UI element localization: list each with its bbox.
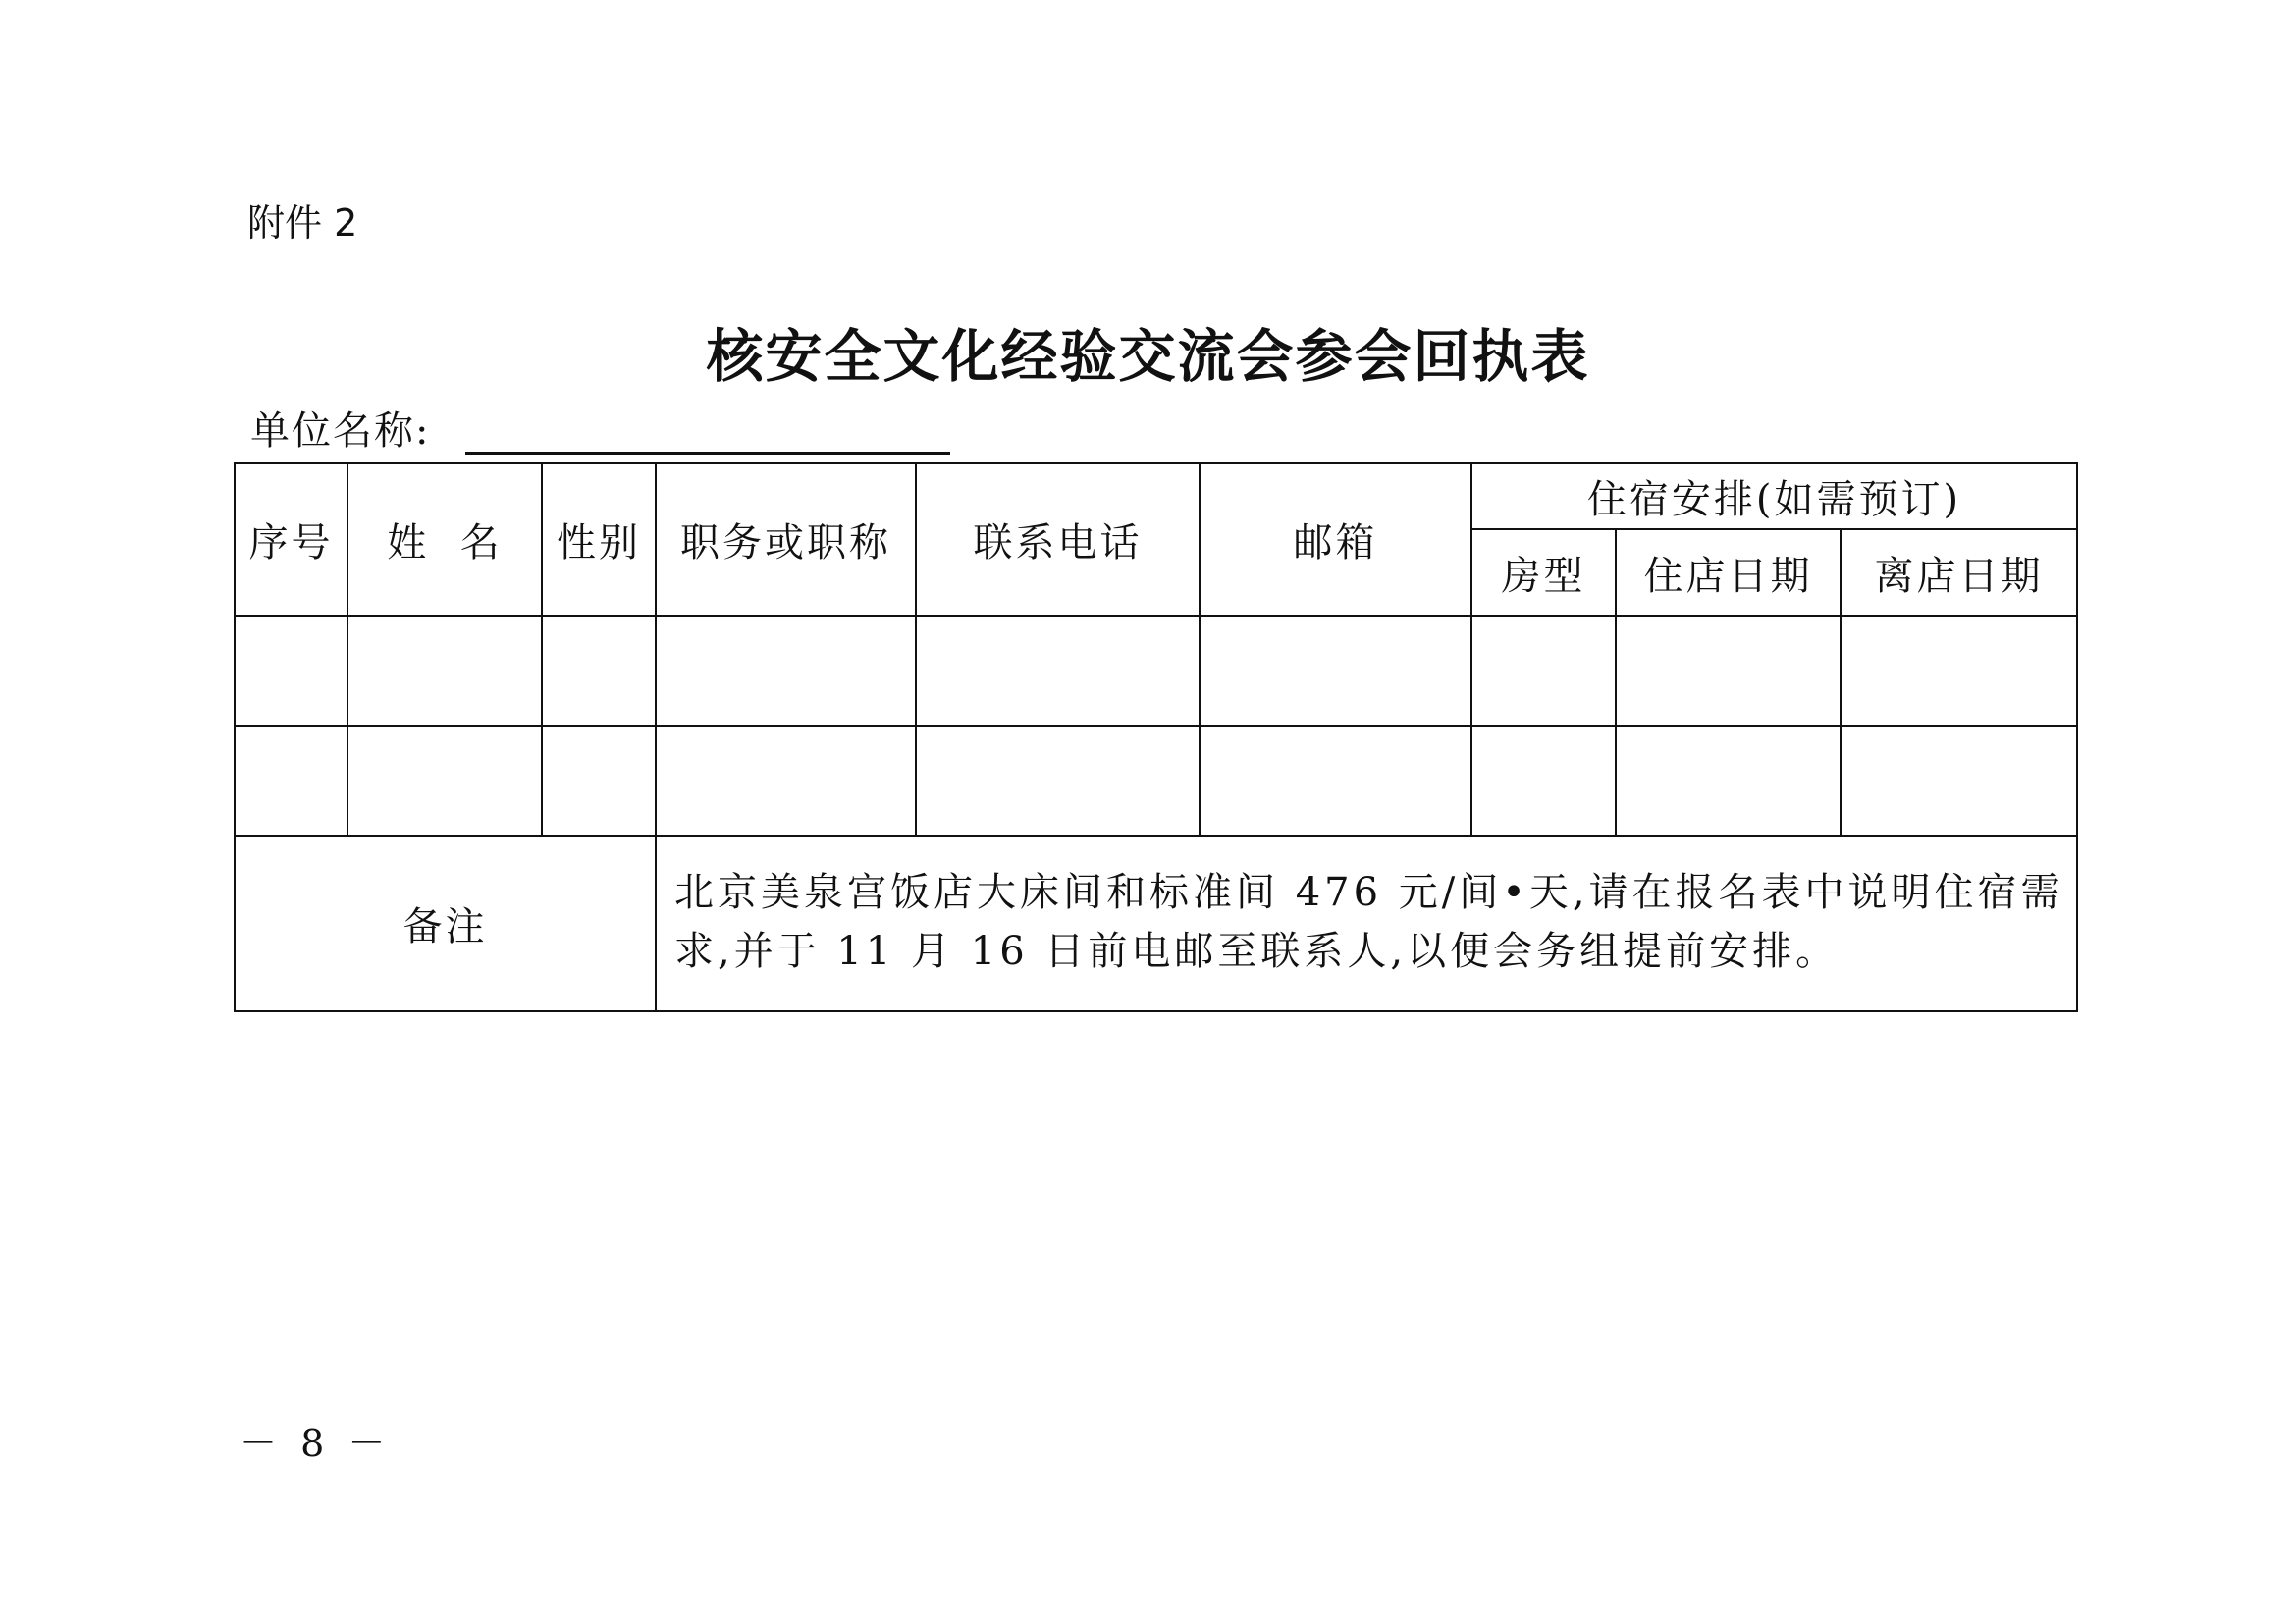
org-name-field[interactable] <box>465 452 950 455</box>
header-check-out: 离店日期 <box>1841 529 2077 616</box>
header-gender: 性别 <box>542 463 656 616</box>
cell-position[interactable] <box>656 726 916 836</box>
remarks-text: 北京美泉宫饭店大床间和标准间 476 元/间•天,请在报名表中说明住宿需求,并于 11 月 16 日前电邮至联系人,以便会务组提前安排。 <box>656 836 2077 1011</box>
cell-email[interactable] <box>1200 726 1471 836</box>
header-position: 职务或职称 <box>656 463 916 616</box>
org-name-label: 单位名称: <box>250 408 431 454</box>
cell-email[interactable] <box>1200 616 1471 726</box>
header-check-in: 住店日期 <box>1616 529 1841 616</box>
registration-table <box>234 462 2078 1012</box>
header-name: 姓 名 <box>347 463 542 616</box>
cell-phone[interactable] <box>916 726 1200 836</box>
remarks-label: 备注 <box>235 836 656 1011</box>
header-email: 邮箱 <box>1200 463 1471 616</box>
cell-gender[interactable] <box>542 616 656 726</box>
cell-room-type[interactable] <box>1471 616 1616 726</box>
cell-phone[interactable] <box>916 616 1200 726</box>
header-phone: 联系电话 <box>916 463 1200 616</box>
table-row <box>235 726 2077 836</box>
header-seq: 序号 <box>235 463 347 616</box>
header-lodging: 住宿安排(如需预订) <box>1471 463 2077 529</box>
page-number: － 8 － <box>240 1422 392 1465</box>
cell-check-in[interactable] <box>1616 616 1841 726</box>
table-row <box>235 616 2077 726</box>
cell-name[interactable] <box>347 726 542 836</box>
cell-check-in[interactable] <box>1616 726 1841 836</box>
remarks-row <box>235 836 2077 1011</box>
cell-name[interactable] <box>347 616 542 726</box>
cell-seq[interactable] <box>235 726 347 836</box>
attachment-label: 附件 2 <box>247 201 358 244</box>
cell-seq[interactable] <box>235 616 347 726</box>
cell-gender[interactable] <box>542 726 656 836</box>
document-title: 核安全文化经验交流会参会回执表 <box>706 323 1590 390</box>
header-room-type: 房型 <box>1471 529 1616 616</box>
cell-check-out[interactable] <box>1841 726 2077 836</box>
cell-check-out[interactable] <box>1841 616 2077 726</box>
cell-position[interactable] <box>656 616 916 726</box>
cell-room-type[interactable] <box>1471 726 1616 836</box>
